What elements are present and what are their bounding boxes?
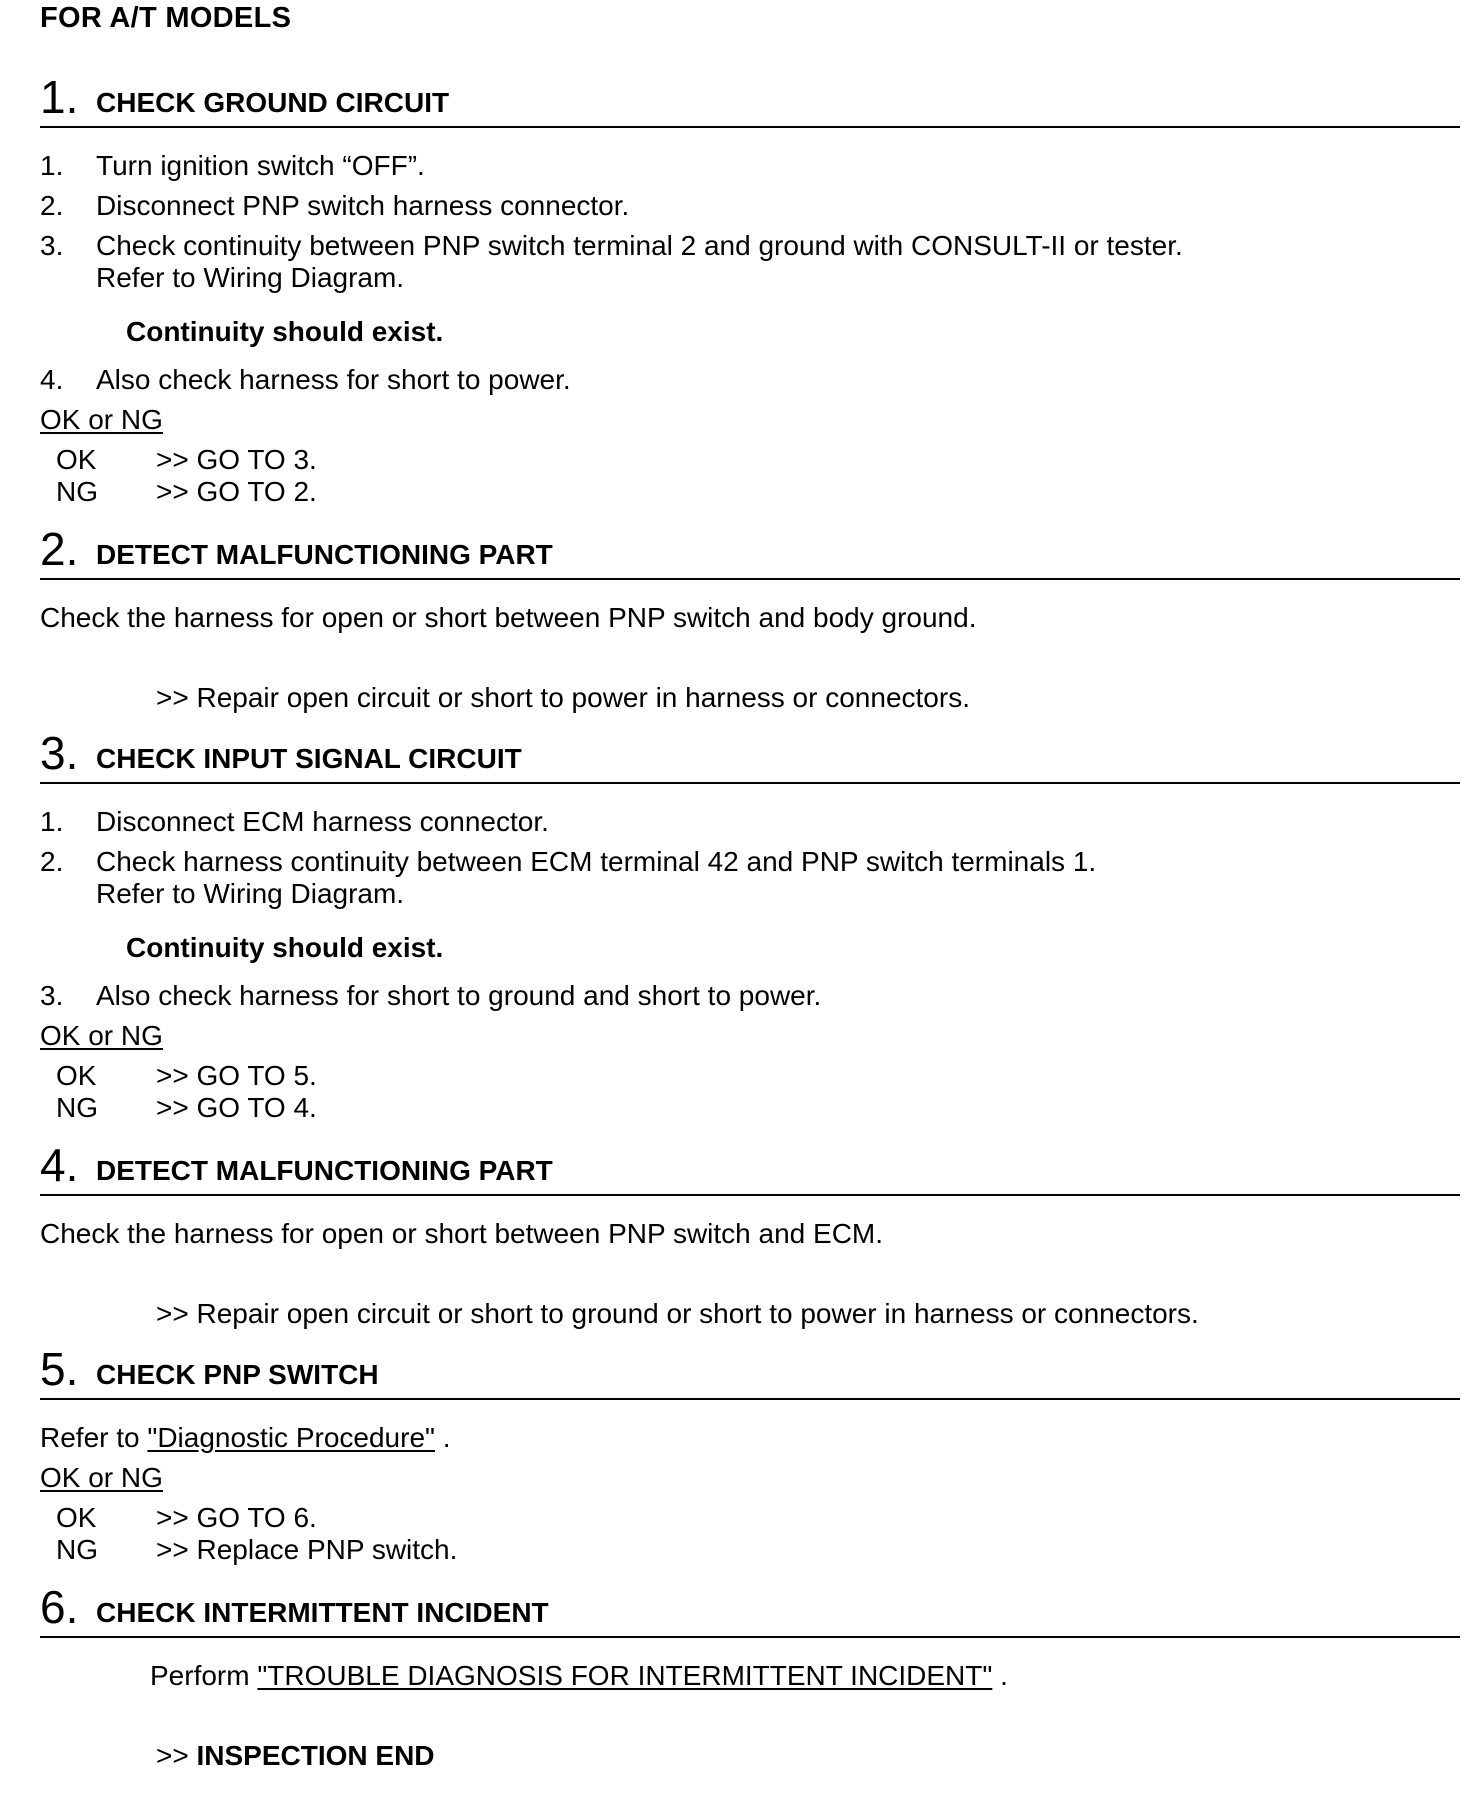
step-text: Check the harness for open or short between PNP switch and ECM. [40, 1218, 884, 1249]
step-number: 6. [40, 1581, 79, 1633]
ok-ng-label: OK or NG [40, 1462, 163, 1493]
step-number: 4. [40, 1139, 79, 1191]
page-title: FOR A/T MODELS [40, 2, 292, 34]
diagnostic-procedure-link[interactable]: "Diagnostic Procedure" [147, 1422, 435, 1453]
action-text: >> Repair open circuit or short to ground or short to power in harness or connectors. [156, 1298, 1199, 1329]
step-3-header [40, 726, 1460, 784]
step-title: DETECT MALFUNCTIONING PART [96, 1155, 553, 1186]
step-number: 1. [40, 71, 79, 123]
spec-text: Continuity should exist. [126, 932, 444, 963]
ok-ng-label: OK or NG [40, 404, 163, 435]
step-number: 5. [40, 1343, 79, 1395]
step-title: CHECK GROUND CIRCUIT [96, 87, 450, 118]
step-number: 2. [40, 523, 79, 575]
step-number: 3. [40, 727, 79, 779]
step-6-header [40, 1580, 1460, 1638]
spec-text: Continuity should exist. [126, 316, 444, 347]
ok-ng-label: OK or NG [40, 1020, 163, 1051]
step-title: DETECT MALFUNCTIONING PART [96, 539, 553, 570]
step-text: Check the harness for open or short between PNP switch and body ground. [40, 602, 977, 633]
step-title: CHECK INPUT SIGNAL CIRCUIT [96, 743, 522, 774]
step-title: CHECK INTERMITTENT INCIDENT [96, 1597, 549, 1628]
step-title: CHECK PNP SWITCH [96, 1359, 379, 1390]
step-1-header [40, 70, 1460, 128]
step-4-header [40, 1138, 1460, 1196]
refer-line: Refer to "Diagnostic Procedure" . [40, 1422, 451, 1453]
step-2-header [40, 522, 1460, 580]
perform-line: Perform "TROUBLE DIAGNOSIS FOR INTERMITTENT INCIDENT" . [150, 1660, 1008, 1691]
action-text: >> Repair open circuit or short to power in harness or connectors. [156, 682, 970, 713]
step-5-header [40, 1342, 1460, 1400]
trouble-diagnosis-link[interactable]: "TROUBLE DIAGNOSIS FOR INTERMITTENT INCIDENT" [257, 1660, 993, 1691]
inspection-end: >> INSPECTION END [156, 1740, 435, 1771]
